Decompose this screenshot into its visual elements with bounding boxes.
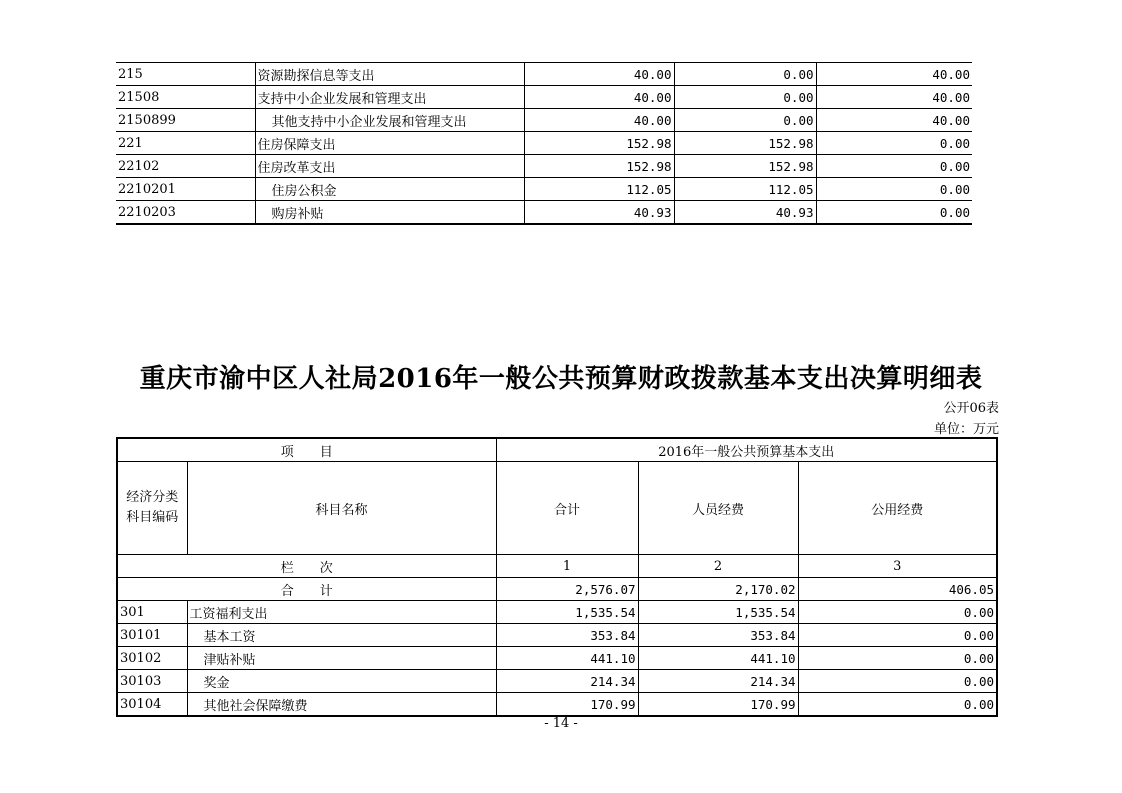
table-number: 公开06表 (943, 401, 999, 416)
personnel-header: 人员经费 (638, 462, 798, 555)
page-number: - 14 - (544, 716, 578, 731)
basic-expense-detail-table (116, 437, 998, 717)
subject-code: 2210201 (116, 178, 255, 201)
total-value: 40.00 (524, 109, 674, 132)
subject-code: 2150899 (116, 109, 255, 132)
subject-code: 301 (117, 601, 187, 624)
total-value: 40.93 (524, 201, 674, 225)
total-value: 112.05 (524, 178, 674, 201)
public-header: 公用经费 (798, 462, 997, 555)
budget-group-header: 2016年一般公共预算基本支出 (496, 438, 997, 462)
total-value: 441.10 (496, 647, 638, 670)
public-value: 40.00 (816, 63, 972, 86)
public-value: 0.00 (816, 178, 972, 201)
header-row (117, 462, 997, 555)
total-header: 合计 (496, 462, 638, 555)
total-value: 40.00 (524, 86, 674, 109)
column-number: 3 (798, 555, 997, 578)
personnel-value: 152.98 (674, 132, 816, 155)
subject-name: 住房公积金 (255, 178, 524, 201)
column-number: 1 (496, 555, 638, 578)
subject-name: 其他社会保障缴费 (187, 693, 496, 717)
total-value: 2,576.07 (496, 578, 638, 601)
subject-name: 奖金 (187, 670, 496, 693)
public-value: 0.00 (816, 132, 972, 155)
total-value: 152.98 (524, 132, 674, 155)
total-value: 152.98 (524, 155, 674, 178)
table-row (117, 601, 997, 624)
table-row (116, 132, 972, 155)
subject-name: 资源勘探信息等支出 (255, 63, 524, 86)
personnel-value: 214.34 (638, 670, 798, 693)
item-header: 项 目 (117, 438, 496, 462)
subject-code: 221 (116, 132, 255, 155)
subject-code: 30102 (117, 647, 187, 670)
personnel-value: 1,535.54 (638, 601, 798, 624)
subject-code: 2210203 (116, 201, 255, 225)
personnel-value: 441.10 (638, 647, 798, 670)
subject-name-header: 科目名称 (187, 462, 496, 555)
subject-name: 基本工资 (187, 624, 496, 647)
subject-code: 22102 (116, 155, 255, 178)
table-row (117, 647, 997, 670)
subject-code: 21508 (116, 86, 255, 109)
personnel-value: 152.98 (674, 155, 816, 178)
personnel-value: 0.00 (674, 63, 816, 86)
total-value: 353.84 (496, 624, 638, 647)
subject-name: 住房保障支出 (255, 132, 524, 155)
econ-code-header: 经济分类科目编码 (117, 462, 187, 555)
personnel-value: 0.00 (674, 86, 816, 109)
table-row (116, 86, 972, 109)
table-row (117, 624, 997, 647)
subject-name: 工资福利支出 (187, 601, 496, 624)
subject-code: 30101 (117, 624, 187, 647)
total-value: 1,535.54 (496, 601, 638, 624)
subject-name: 其他支持中小企业发展和管理支出 (255, 109, 524, 132)
public-value: 0.00 (798, 624, 997, 647)
public-value: 0.00 (798, 647, 997, 670)
public-value: 406.05 (798, 578, 997, 601)
column-number: 2 (638, 555, 798, 578)
column-row-label: 栏 次 (117, 555, 496, 578)
total-value: 170.99 (496, 693, 638, 717)
subject-name: 津贴补贴 (187, 647, 496, 670)
personnel-value: 40.93 (674, 201, 816, 225)
personnel-value: 112.05 (674, 178, 816, 201)
top-expense-table (116, 62, 972, 225)
public-value: 0.00 (798, 601, 997, 624)
table-row (116, 63, 972, 86)
public-value: 0.00 (798, 693, 997, 717)
public-value: 0.00 (816, 201, 972, 225)
personnel-value: 170.99 (638, 693, 798, 717)
table-row (116, 109, 972, 132)
subject-code: 30104 (117, 693, 187, 717)
subject-name: 住房改革支出 (255, 155, 524, 178)
unit-label: 单位：万元 (933, 422, 999, 437)
table-row (117, 693, 997, 717)
personnel-value: 2,170.02 (638, 578, 798, 601)
public-value: 40.00 (816, 109, 972, 132)
public-value: 40.00 (816, 86, 972, 109)
total-value: 40.00 (524, 63, 674, 86)
table-row (116, 178, 972, 201)
subject-name: 支持中小企业发展和管理支出 (255, 86, 524, 109)
total-value: 214.34 (496, 670, 638, 693)
sum-row (117, 578, 997, 601)
column-number-row (117, 555, 997, 578)
public-value: 0.00 (798, 670, 997, 693)
table-row (116, 201, 972, 225)
subject-code: 30103 (117, 670, 187, 693)
public-value: 0.00 (816, 155, 972, 178)
table-row (116, 155, 972, 178)
page-title: 重庆市渝中区人社局2016年一般公共预算财政拨款基本支出决算明细表 (139, 364, 983, 394)
table-row (117, 670, 997, 693)
subject-name: 购房补贴 (255, 201, 524, 225)
sum-label: 合 计 (117, 578, 496, 601)
subject-code: 215 (116, 63, 255, 86)
header-row (117, 438, 997, 462)
personnel-value: 0.00 (674, 109, 816, 132)
personnel-value: 353.84 (638, 624, 798, 647)
